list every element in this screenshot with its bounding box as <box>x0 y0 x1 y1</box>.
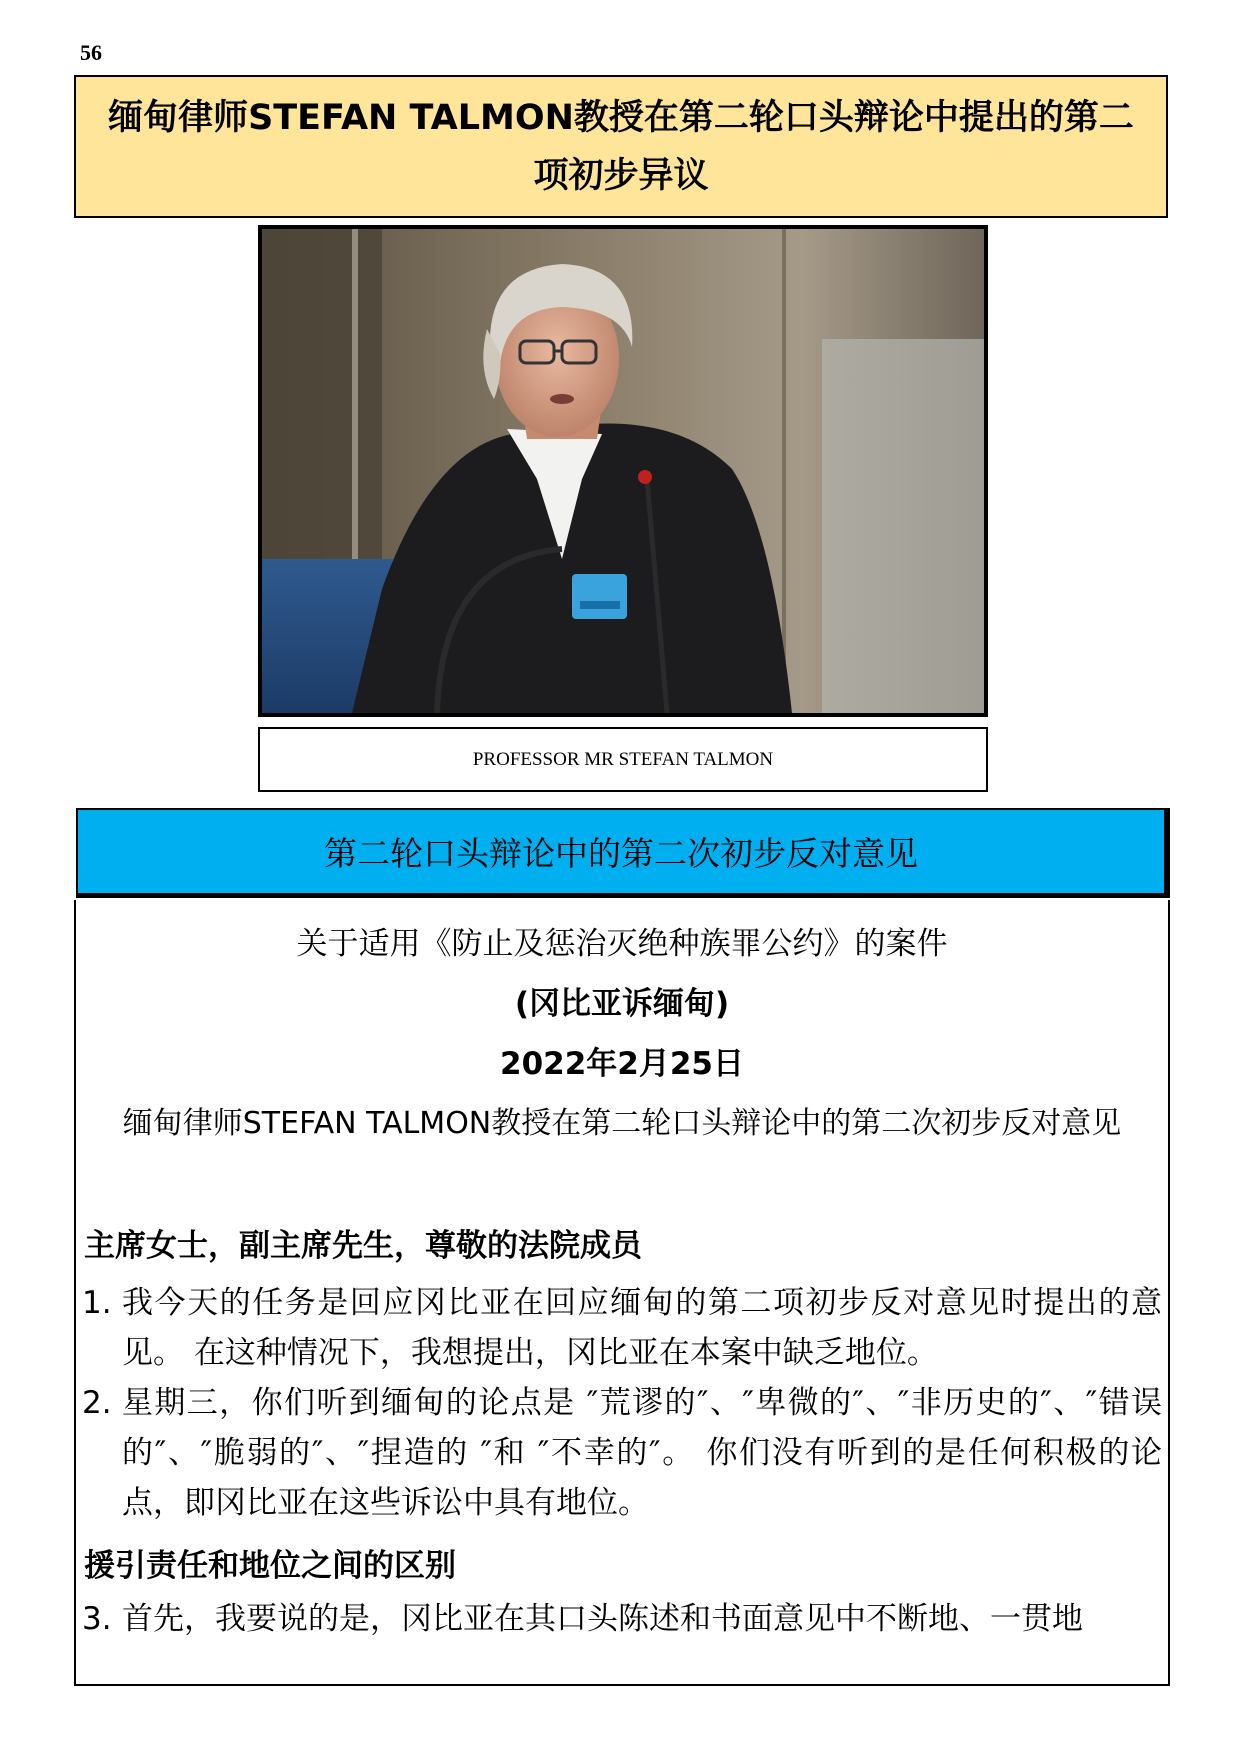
paragraph-text: 我今天的任务是回应冈比亚在回应缅甸的第二项初步反对意见时提出的意见。 在这种情况下，我想提出，冈比亚在本案中缺乏地位。 <box>122 1285 1162 1371</box>
paragraph-text: 首先，我要说的是，冈比亚在其口头陈述和书面意见中不断地、一贯地 <box>122 1601 1083 1637</box>
caption-text: PROFESSOR MR STEFAN TALMON <box>472 748 774 770</box>
salutation: 主席女士，副主席先生，尊敬的法院成员 <box>84 1228 642 1264</box>
paragraph-3 <box>82 1594 1162 1644</box>
paragraph-text: 星期三，你们听到缅甸的论点是 ″荒谬的″、″卑微的″、″非历史的″、″错误的″、″脆弱的″、″捏造的 ″和 ″不幸的″。 你们没有听到的是任何积极的论点，即冈比亚在这些诉讼中具有地位。 <box>122 1385 1162 1521</box>
paragraph-number: 2. <box>82 1385 112 1421</box>
parties: (冈比亚诉缅甸) <box>514 986 730 1022</box>
date: 2022年2月25日 <box>500 1046 744 1082</box>
section-header-text: 第二轮口头辩论中的第二次初步反对意见 <box>324 834 918 873</box>
page-number: 56 <box>80 40 102 65</box>
paragraph-number: 3. <box>82 1601 112 1637</box>
paragraph-number: 1. <box>82 1285 112 1321</box>
subtitle: 缅甸律师STEFAN TALMON教授在第二轮口头辩论中的第二次初步反对意见 <box>122 1106 1122 1141</box>
paragraph-1 <box>82 1278 1162 1378</box>
page-title: 缅甸律师STEFAN TALMON教授在第二轮口头辩论中提出的第二项初步异议 <box>108 97 1134 196</box>
paragraph-2 <box>82 1378 1162 1528</box>
section-heading: 援引责任和地位之间的区别 <box>84 1548 456 1584</box>
section-header <box>76 808 1170 898</box>
case-title: 关于适用《防止及惩治灭绝种族罪公约》的案件 <box>296 926 948 962</box>
content-box <box>74 900 1170 1686</box>
speaker-photo-image <box>262 229 984 713</box>
title-banner <box>74 75 1168 218</box>
photo-caption <box>258 727 988 792</box>
speaker-photo <box>258 225 988 717</box>
